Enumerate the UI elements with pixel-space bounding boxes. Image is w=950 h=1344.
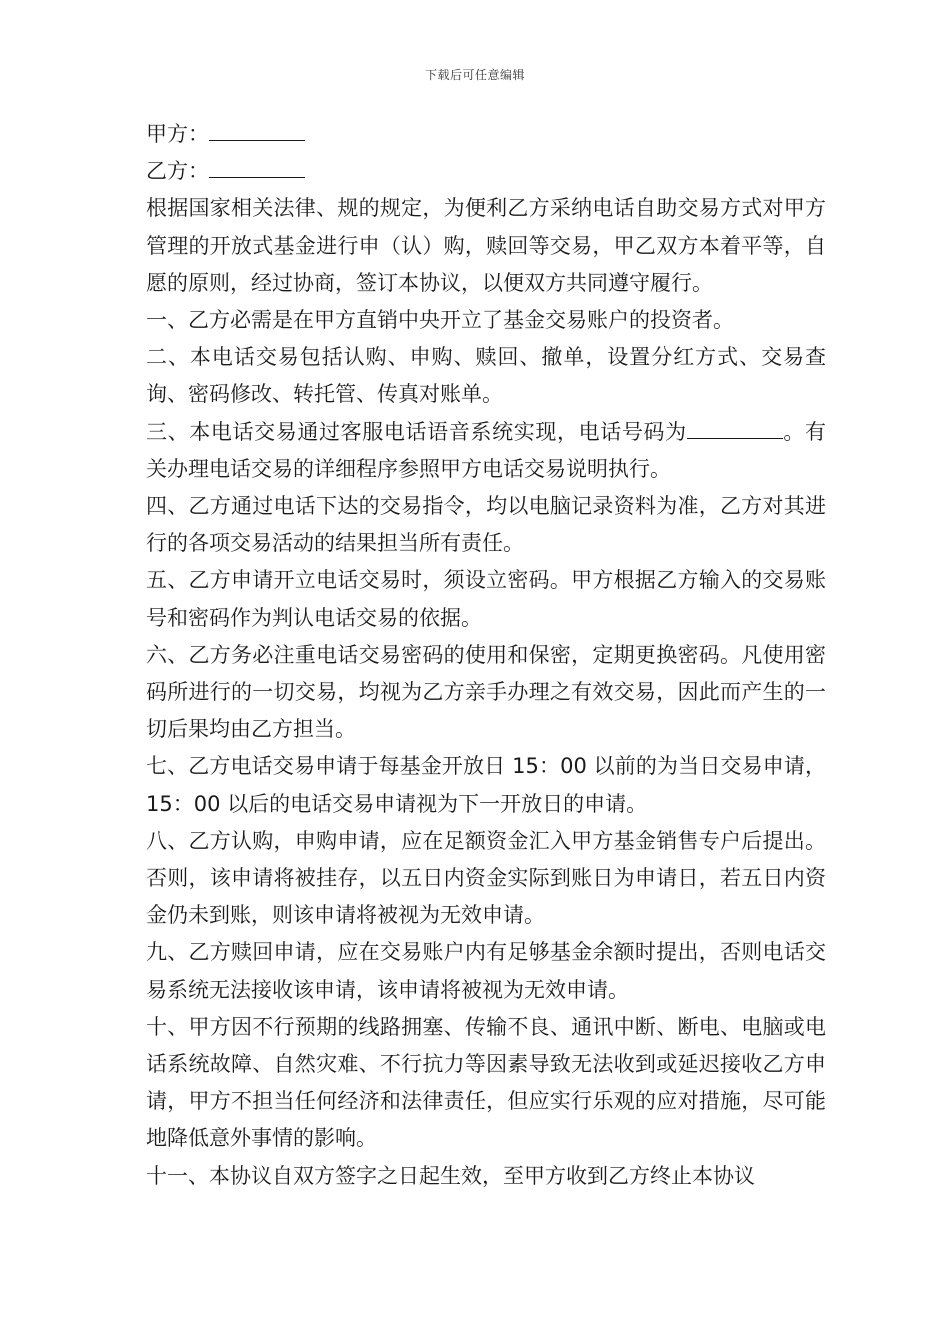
party-a-label: 甲方： [146,122,209,146]
clause-9: 九、乙方赎回申请，应在交易账户内有足够基金余额时提出，否则电话交易系统无法接收该申请，该申请将被视为无效申请。 [146,940,826,1002]
page-header-caption: 下载后可任意编辑 [424,68,525,82]
clause-7: 七、乙方电话交易申请于每基金开放日 15：00 以前的为当日交易申请，15：00 以后的电话交易申请视为下一开放日的申请。 [146,754,826,816]
party-a-line [146,116,826,153]
party-b-line [146,153,826,190]
clause-3-text-before: 三、本电话交易通过客服电话语音系统实现，电话号码为 [146,419,687,444]
party-a-blank [209,120,305,141]
clause-5: 五、乙方申请开立电话交易时，须设立密码。甲方根据乙方输入的交易账号和密码作为判认电话交易的依据。 [146,568,826,630]
party-b-label: 乙方： [146,159,209,184]
party-b-blank [209,157,305,178]
document-body [146,116,826,1195]
clause-3-text-after: 。有关办理电话交易的详细程序参照甲方电话交易说明执行。 [146,419,827,481]
clause-8: 八、乙方认购，申购申请，应在足额资金汇入甲方基金销售专户后提出。否则，该申请将被挂存，以五日内资金实际到账日为申请日，若五日内资金仍未到账，则该申请将被视为无效申请。 [146,828,826,928]
clause-3 [146,414,826,488]
clause-4: 四、乙方通过电话下达的交易指令，均以电脑记录资料为准，乙方对其进行的各项交易活动的结果担当所有责任。 [146,494,826,556]
clause-10: 十、甲方因不行预期的线路拥塞、传输不良、通讯中断、断电、电脑或电话系统故障、自然灾难、不行抗力等因素导致无法收到或延迟接收乙方申请，甲方不担当任何经济和法律责任，但应实行乐观的应对措施，尽可能地降低意外事情的影响。 [146,1014,826,1151]
phone-number-blank [687,418,783,439]
clause-1: 一、乙方必需是在甲方直销中央开立了基金交易账户的投资者。 [146,308,734,333]
clause-11: 十一、本协议自双方签字之日起生效，至甲方收到乙方终止本协议 [146,1163,755,1188]
clause-6: 六、乙方务必注重电话交易密码的使用和保密，定期更换密码。凡使用密码所进行的一切交易，均视为乙方亲手办理之有效交易，因此而产生的一切后果均由乙方担当。 [146,642,826,742]
intro-paragraph: 根据国家相关法律、规的规定，为便利乙方采纳电话自助交易方式对甲方管理的开放式基金进行申（认）购，赎回等交易，甲乙双方本着平等，自愿的原则，经过协商，签订本协议，以便双方共同遵守履行。 [146,196,826,295]
clause-2: 二、本电话交易包括认购、申购、赎回、撤单，设置分红方式、交易查询、密码修改、转托管、传真对账单。 [146,345,826,407]
